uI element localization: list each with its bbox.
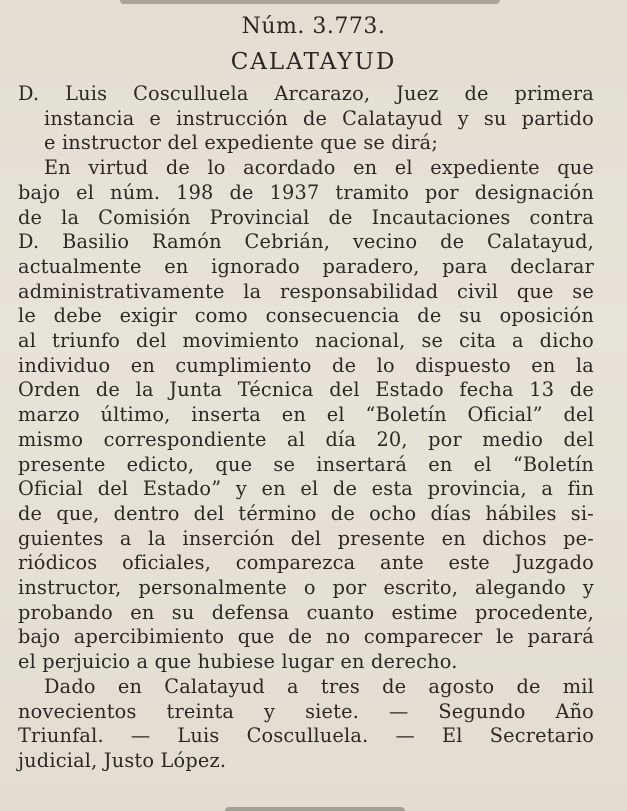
text-line: individuo en cumplimiento de lo dispuesto en la — [18, 353, 594, 377]
text-line: riódicos oficiales, comparezca ante este Juzgado — [18, 551, 594, 575]
notice-city-heading: CALATAYUD — [230, 49, 397, 75]
text-line: al triunfo del movimiento nacional, se cita a dicho — [18, 329, 594, 353]
bottom-cut-fragment — [0, 803, 627, 811]
text-line: bajo apercibimiento que de no comparecer le parará — [18, 625, 594, 649]
text-line: e instructor del expediente que se dirá; — [44, 131, 439, 155]
text-line: de la Comisión Provincial de Incautaciones contra — [18, 205, 594, 229]
text-line: Triunfal. — Luis Cosculluela. — El Secretario — [18, 724, 594, 748]
notice-body — [18, 82, 594, 774]
text-line: marzo último, inserta en el “Boletín Oficial” del — [18, 403, 594, 427]
notice-number: Núm. 3.773. — [241, 14, 386, 39]
text-line: probando en su defensa cuanto estime procedente, — [18, 600, 594, 624]
text-line: D. Luis Cosculluela Arcarazo, Juez de primera — [18, 82, 594, 105]
text-line: Dado en Calatayud a tres de agosto de mil — [44, 674, 594, 698]
text-line: administrativamente la responsabilidad civil que se — [18, 279, 594, 303]
text-line: el perjuicio a que hubiese lugar en derecho. — [18, 650, 458, 674]
text-line: le debe exigir como consecuencia de su oposición — [18, 304, 594, 328]
paragraph-edict — [18, 156, 594, 675]
clipped-text-remnant — [120, 0, 500, 4]
text-line: de que, dentro del término de ocho días hábiles si- — [18, 501, 594, 525]
top-cut-fragment — [0, 0, 627, 8]
text-line: Oficial del Estado” y en el de esta provincia, a fin — [18, 477, 594, 501]
text-line: D. Basilio Ramón Cebrián, vecino de Calatayud, — [18, 230, 594, 254]
paragraph-signature — [18, 675, 594, 774]
text-line: guientes a la inserción del presente en dichos pe- — [18, 526, 594, 550]
text-line: Orden de la Junta Técnica del Estado fecha 13 de — [18, 378, 594, 402]
text-line: instancia e instrucción de Calatayud y su partido — [44, 106, 594, 130]
text-line: instructor, personalmente o por escrito, alegando y — [18, 576, 594, 600]
paragraph-judge-intro — [18, 82, 594, 156]
text-line: En virtud de lo acordado en el expediente que — [44, 156, 594, 180]
text-line: mismo correspondiente al día 20, por medio del — [18, 427, 594, 451]
text-line: actualmente en ignorado paradero, para declarar — [18, 254, 594, 278]
text-line: novecientos treinta y siete. — Segundo Año — [18, 699, 594, 723]
text-line: bajo el núm. 198 de 1937 tramito por designación — [18, 180, 594, 204]
text-line: judicial, Justo López. — [18, 748, 227, 772]
clipped-text-remnant — [225, 807, 405, 811]
text-line: presente edicto, que se insertará en el “Boletín — [18, 452, 594, 476]
